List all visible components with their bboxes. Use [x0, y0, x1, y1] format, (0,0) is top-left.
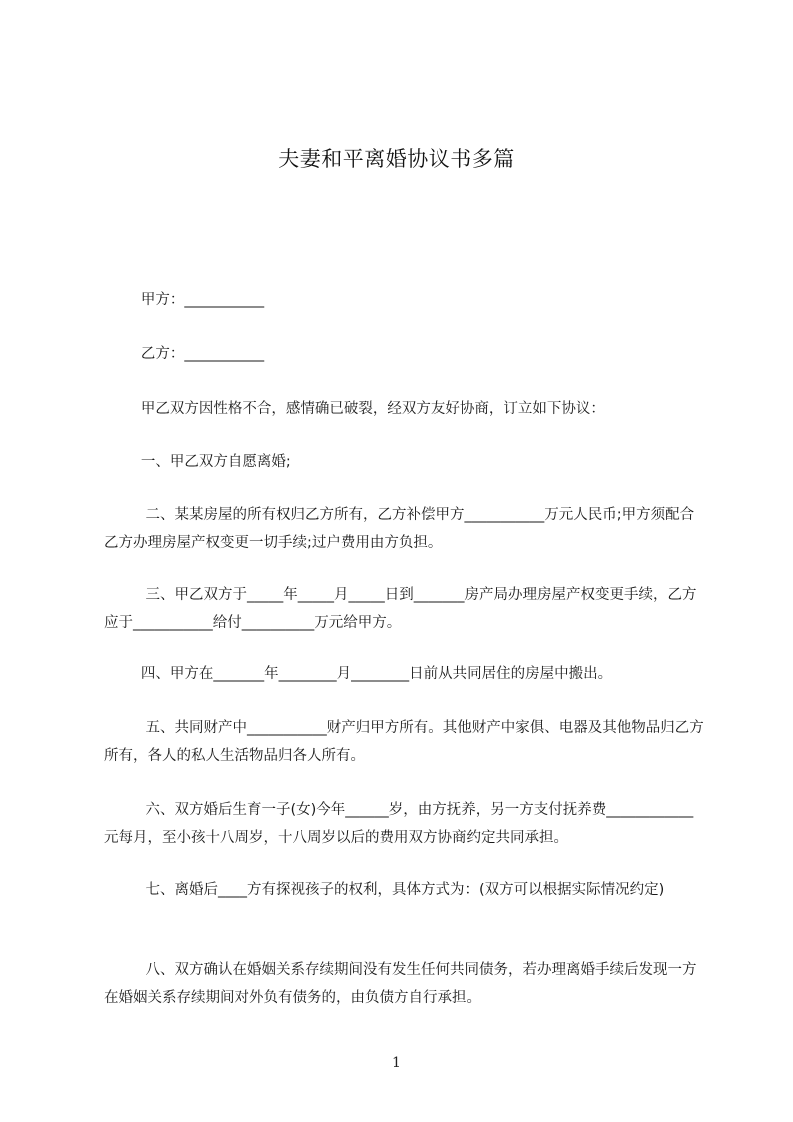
- clause-2: 二、某某房屋的所有权归乙方所有，乙方补偿甲方___________万元人民币;甲方须配合乙方办理房屋产权变更一切手续;过户费用由方负担。: [104, 507, 695, 551]
- party-b-line: 乙方：___________: [104, 346, 265, 362]
- page-number: 1: [392, 1055, 401, 1071]
- clause-6: 六、双方婚后生育一子(女)今年______岁，由方抚养，另一方支付抚养费____________元每月，至小孩十八周岁，十八周岁以后的费用双方协商约定共同承担。: [104, 802, 694, 846]
- clause-8: 八、双方确认在婚姻关系存续期间没有发生任何共同债务，若办理离婚手续后发现一方在婚姻关系存续期间对外负有债务的，由负债方自行承担。: [104, 962, 697, 1006]
- agreement-intro: 甲乙双方因性格不合，感情确已破裂，经双方友好协商，订立如下协议：: [104, 401, 605, 417]
- clause-5: 五、共同财产中___________财产归甲方所有。其他财产中家俱、电器及其他物品归乙方所有，各人的私人生活物品归各人所有。: [104, 720, 704, 764]
- clause-4: 四、甲方在_______年________月________日前从共同居住的房屋中搬出。: [104, 666, 613, 682]
- party-a-line: 甲方：___________: [104, 292, 265, 308]
- clause-7: 七、离婚后____方有探视孩子的权利，具体方式为：(双方可以根据实际情况约定): [104, 882, 665, 898]
- clause-3: 三、甲乙双方于_____年_____月_____日到_______房产局办理房屋产权变更手续，乙方应于___________给付__________万元给甲方。: [104, 587, 697, 631]
- document-title: 夫妻和平离婚协议书多篇: [278, 147, 515, 171]
- clause-1: 一、甲乙双方自愿离婚;: [104, 454, 291, 470]
